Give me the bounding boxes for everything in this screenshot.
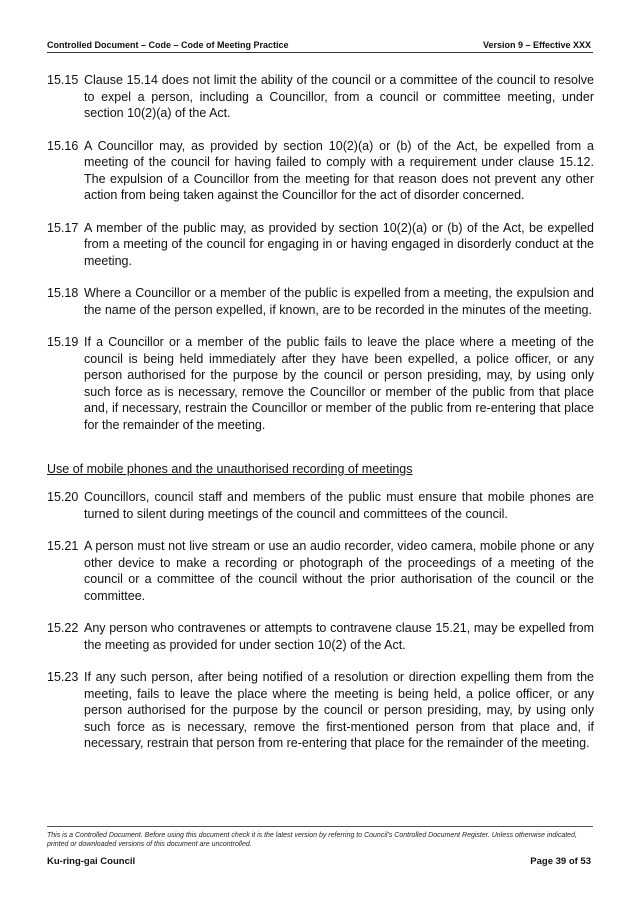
clause-number: 15.21	[47, 539, 79, 553]
clause-15-16	[47, 138, 594, 204]
clause-15-23	[47, 669, 594, 752]
page-content	[47, 72, 594, 768]
clause-number: 15.15	[47, 73, 79, 87]
clause-number: 15.18	[47, 286, 79, 300]
page-number: Page 39 of 53	[530, 856, 591, 867]
organisation-name: Ku-ring-gai Council	[47, 856, 136, 867]
clause-number: 15.16	[47, 138, 79, 153]
clause-15-15	[47, 72, 594, 122]
clause-text: Where a Councillor or a member of the public is expelled from a meeting, the expulsion and the name of the person expelled, if known, are to be recorded in the minutes of the meeting.	[84, 286, 594, 317]
clause-text: A Councillor may, as provided by section 10(2)(a) or (b) of the Act, be expelled from a meeting of the council for having failed to comply with a requirement under clause 15.12. The expulsion of a Councillor from the meeting for that reason does not prevent any other action from being taken against the Councillor for the act of disorder concerned.	[84, 138, 594, 202]
document-title: Controlled Document – Code – Code of Meeting Practice	[47, 40, 289, 50]
clause-15-22	[47, 620, 594, 653]
clause-15-19	[47, 334, 594, 433]
clause-number: 15.22	[47, 621, 79, 635]
page-footer	[47, 826, 593, 869]
clause-15-20	[47, 489, 594, 522]
footer-divider	[47, 826, 593, 827]
clause-text: A member of the public may, as provided by section 10(2)(a) or (b) of the Act, be expelled from a meeting of the council for engaging in or having engaged in disorderly conduct at the meeting.	[84, 220, 594, 268]
clause-15-21	[47, 538, 594, 604]
clause-number: 15.17	[47, 220, 79, 235]
clause-list	[47, 489, 594, 752]
clause-number: 15.20	[47, 490, 79, 504]
page-header	[47, 38, 593, 53]
clause-text: If any such person, after being notified of a resolution or direction expelling them from the meeting, fails to leave the place where the meeting is being held, a police officer, or any person authorised for the purpose by the council or person presiding, may, by using only such force as is necessary, remove the first-mentioned person from that place and, if necessary, restrain that person from re-entering that place for the remainder of the meeting.	[84, 670, 594, 750]
clause-text: If a Councillor or a member of the public fails to leave the place where a meeting of the council is being held immediately after they have been expelled, a police officer, or any person authorised for the purpose by the council or person presiding, may, by using only such force as is necessary, remove the Councillor or member of the public from that place and, if necessary, restrain the Councillor or member of the public from re-entering that place for the remainder of the meeting.	[84, 335, 594, 432]
controlled-document-note: This is a Controlled Document. Before using this document check it is the latest version by referring to Council’s Controlled Document Register. Unless otherwise indicated, printed or downloaded versions of this document are uncontrolled.	[47, 832, 577, 848]
clause-text: Any person who contravenes or attempts to contravene clause 15.21, may be expelled from the meeting as provided for under section 10(2) of the Act.	[84, 621, 594, 652]
clause-number: 15.19	[47, 335, 79, 349]
clause-15-18	[47, 285, 594, 318]
clause-number: 15.23	[47, 670, 79, 684]
document-version: Version 9 – Effective XXX	[482, 40, 591, 50]
clause-text: A person must not live stream or use an audio recorder, video camera, mobile phone or any other device to make a recording or photograph of the proceedings of a meeting of the council or a committee of the council without the prior authorisation of the council or the committee.	[84, 539, 594, 603]
clause-text: Clause 15.14 does not limit the ability of the council or a committee of the council to resolve to expel a person, including a Councillor, from a council or committee meeting, under section 10(2)(a) of the Act.	[84, 73, 594, 120]
clause-list	[47, 72, 594, 433]
clause-text: Councillors, council staff and members of the public must ensure that mobile phones are turned to silent during meetings of the council and committees of the council.	[84, 490, 594, 521]
clause-15-17	[47, 220, 594, 270]
section-heading: Use of mobile phones and the unauthorised recording of meetings	[47, 462, 413, 476]
